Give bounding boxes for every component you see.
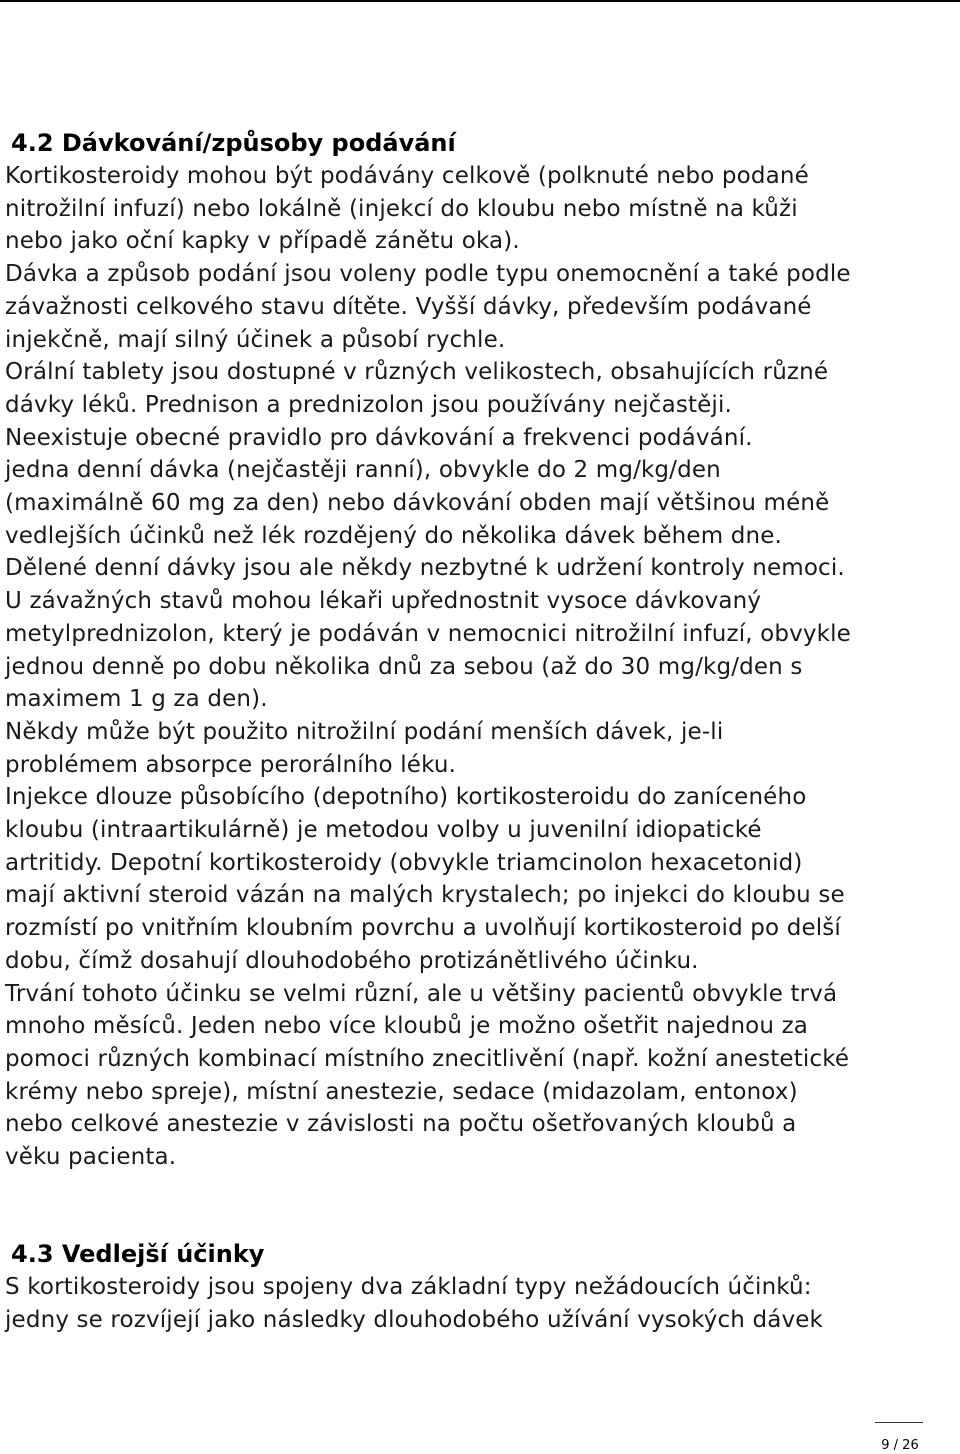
text-line: Orální tablety jsou dostupné v různých velikostech, obsahujících různé xyxy=(5,359,829,386)
text-line: závažnosti celkového stavu dítěte. Vyšší dávky, především podávané xyxy=(5,293,812,320)
text-line: Kortikosteroidy mohou být podávány celkově (polknuté nebo podané xyxy=(5,163,809,189)
top-rule xyxy=(0,0,960,2)
text-line: mnoho měsíců. Jeden nebo více kloubů je možno ošetřit najednou za xyxy=(5,1013,809,1040)
footer-rule xyxy=(875,1422,923,1423)
text-line: Dávka a způsob podání jsou voleny podle typu onemocnění a také podle xyxy=(5,261,851,288)
section-heading: 4.3 Vedlejší účinky xyxy=(11,1240,265,1268)
text-line: vedlejších účinků než lék rozdějený do několika dávek během dne. xyxy=(5,522,782,549)
text-line: maximem 1 g za den). xyxy=(5,686,268,713)
text-line: problémem absorpce perorálního léku. xyxy=(5,751,457,778)
text-line: (maximálně 60 mg za den) nebo dávkování obden mají většinou méně xyxy=(5,490,830,517)
text-line: pomoci různých kombinací místního znecitlivění (např. kožní anestetické xyxy=(5,1045,850,1072)
text-line: Někdy může být použito nitrožilní podání menších dávek, je-li xyxy=(5,718,724,745)
text-line: rozmístí po vnitřním kloubním povrchu a uvolňují kortikosteroid po delší xyxy=(5,915,841,942)
text-line: dávky léků. Prednison a prednizolon jsou používány nejčastěji. xyxy=(5,391,732,418)
text-line: nitrožilní infuzí) nebo lokálně (injekcí do kloubu nebo místně na kůži xyxy=(5,195,798,222)
section-body xyxy=(5,1271,955,1336)
section-heading: 4.2 Dávkování/způsoby podávání xyxy=(11,129,456,157)
text-line: kloubu (intraartikulárně) je metodou volby u juvenilní idiopatické xyxy=(5,817,762,844)
text-line: věku pacienta. xyxy=(5,1144,177,1171)
text-line: nebo celkové anestezie v závislosti na počtu ošetřovaných kloubů a xyxy=(5,1111,797,1138)
page-number: 9 / 26 xyxy=(881,1438,919,1453)
text-line: injekčně, mají silný účinek a působí rychle. xyxy=(5,326,506,353)
text-line: Neexistuje obecné pravidlo pro dávkování a frekvenci podávání. xyxy=(5,424,753,451)
section-4-3 xyxy=(5,1238,955,1336)
text-line: U závažných stavů mohou lékaři upřednostnit vysoce dávkovaný xyxy=(5,588,762,615)
text-line: jednou denně po dobu několika dnů za sebou (až do 30 mg/kg/den s xyxy=(5,653,803,680)
text-line: Dělené denní dávky jsou ale někdy nezbytné k udržení kontroly nemoci. xyxy=(5,555,845,582)
text-line: Injekce dlouze působícího (depotního) kortikosteroidu do zaníceného xyxy=(5,784,807,811)
text-line: jedna denní dávka (nejčastěji ranní), obvykle do 2 mg/kg/den xyxy=(5,457,721,484)
text-line: jedny se rozvíjejí jako následky dlouhodobého užívání vysokých dávek xyxy=(5,1306,823,1333)
text-line: mají aktivní steroid vázán na malých krystalech; po injekci do kloubu se xyxy=(5,882,845,909)
section-body xyxy=(5,160,955,1174)
section-4-2 xyxy=(5,127,955,1174)
text-line: Trvání tohoto účinku se velmi různí, ale u většiny pacientů obvykle trvá xyxy=(5,980,838,1007)
text-line: metylprednizolon, který je podáván v nemocnici nitrožilní infuzí, obvykle xyxy=(5,620,851,647)
text-line: S kortikosteroidy jsou spojeny dva základní typy nežádoucích účinků: xyxy=(5,1274,812,1300)
text-line: nebo jako oční kapky v případě zánětu oka). xyxy=(5,228,520,255)
text-line: krémy nebo spreje), místní anestezie, sedace (midazolam, entonox) xyxy=(5,1078,798,1105)
text-line: artritidy. Depotní kortikosteroidy (obvykle triamcinolon hexacetonid) xyxy=(5,849,803,876)
text-line: dobu, čímž dosahují dlouhodobého protizánětlivého účinku. xyxy=(5,947,699,974)
